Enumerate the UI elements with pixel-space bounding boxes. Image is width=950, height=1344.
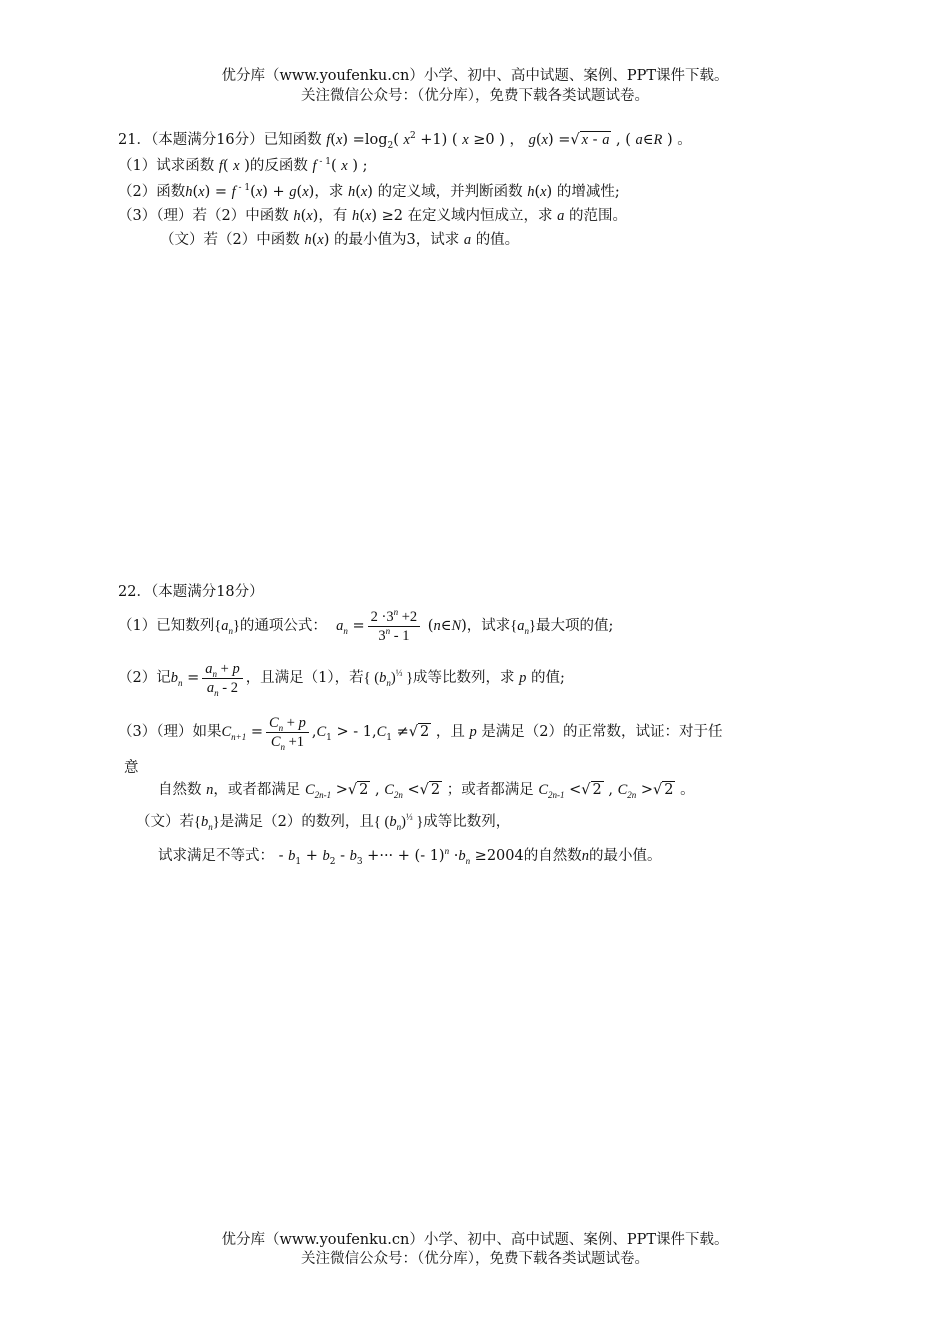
footer-line-2: 关注微信公众号：（优分库），免费下载各类试题试卷。 xyxy=(301,1251,649,1267)
q22-part3-wen-inequality: 试求满足不等式： - $b_1 + b_2 - b_3$ +··· + (- $1)^n \cdot b_n \ge 2004$的自然数n的最小值。 xyxy=(158,846,662,867)
q22-stem: 22．（本题满分18分） xyxy=(118,584,264,600)
q22-part3-li: （3）（理）如果$C_{n+1}$ = $\frac{C_n + p}{C_n +1}$ $,C_1$ > - $1,C_1$ ≠√ 2 ，且 p 是满足（2）的正常数，试证：对于任 xyxy=(118,714,723,752)
q22-part2: （2）记$b_n$ = $\frac{a_n + p}{a_n - 2}$ ，且满足（1），若{ $(b_n)^{\frac{1}{3}}$ }成等比数列，求 p 的值; xyxy=(118,660,565,698)
q21-part3-wen: （文）若（2）中函数 h(x) 的最小值为3，试求 a 的值。 xyxy=(160,232,520,248)
q21-part3-li: （3）（理）若（2）中函数 h(x)，有 h(x) ≥2 在定义域内恒成立，求 a 的范围。 xyxy=(118,208,628,224)
footer-line-1: 优分库（www.youfenku.cn）小学、初中、高中试题、案例、PPT课件下载。 xyxy=(221,1232,729,1248)
q21-part1: （1）试求函数 f( x )的反函数 f $^{- 1}$( x ) ; xyxy=(118,157,368,174)
q21-stem: 21．（本题满分16分）已知函数 $f(x) =\log_2$( $x^2 +1$) ( x ≥0 ) ， g(x) =√ x - a , ( a∈R ) 。 xyxy=(118,131,692,151)
q21-part2: （2）函数h(x) = f $^{- 1}$(x) + g(x)，求 h(x) 的定义域，并判断函数 h(x) 的增减性; xyxy=(118,183,620,200)
q22-part3-wrap: 意 xyxy=(124,760,139,776)
q22-part3-naturals: 自然数 n，或者都满足 $C_{2n-1}$ >√ 2 , $C_{2n}$ <√ 2 ；或者都满足 $C_{2n-1}$ <√ 2 , $C_{2n}$ >√ 2 。 xyxy=(158,782,695,800)
q22-part3-wen: （文）若$\{b_n\}$是满足（2）的数列，且{ $(b_n)^{\frac{1}{3}}$ }成等比数列， xyxy=(136,812,511,832)
q22-part1: （1）已知数列$\{a_n\}$的通项公式： $a_n$ = $\frac{2 \cdot 3^n +2}{3^n - 1}$ (n∈N)，试求$\{a_n\}$最大项的值; xyxy=(118,606,614,644)
header-line-2: 关注微信公众号：（优分库），免费下载各类试题试卷。 xyxy=(301,88,649,104)
header-line-1: 优分库（www.youfenku.cn）小学、初中、高中试题、案例、PPT课件下载。 xyxy=(221,68,729,84)
